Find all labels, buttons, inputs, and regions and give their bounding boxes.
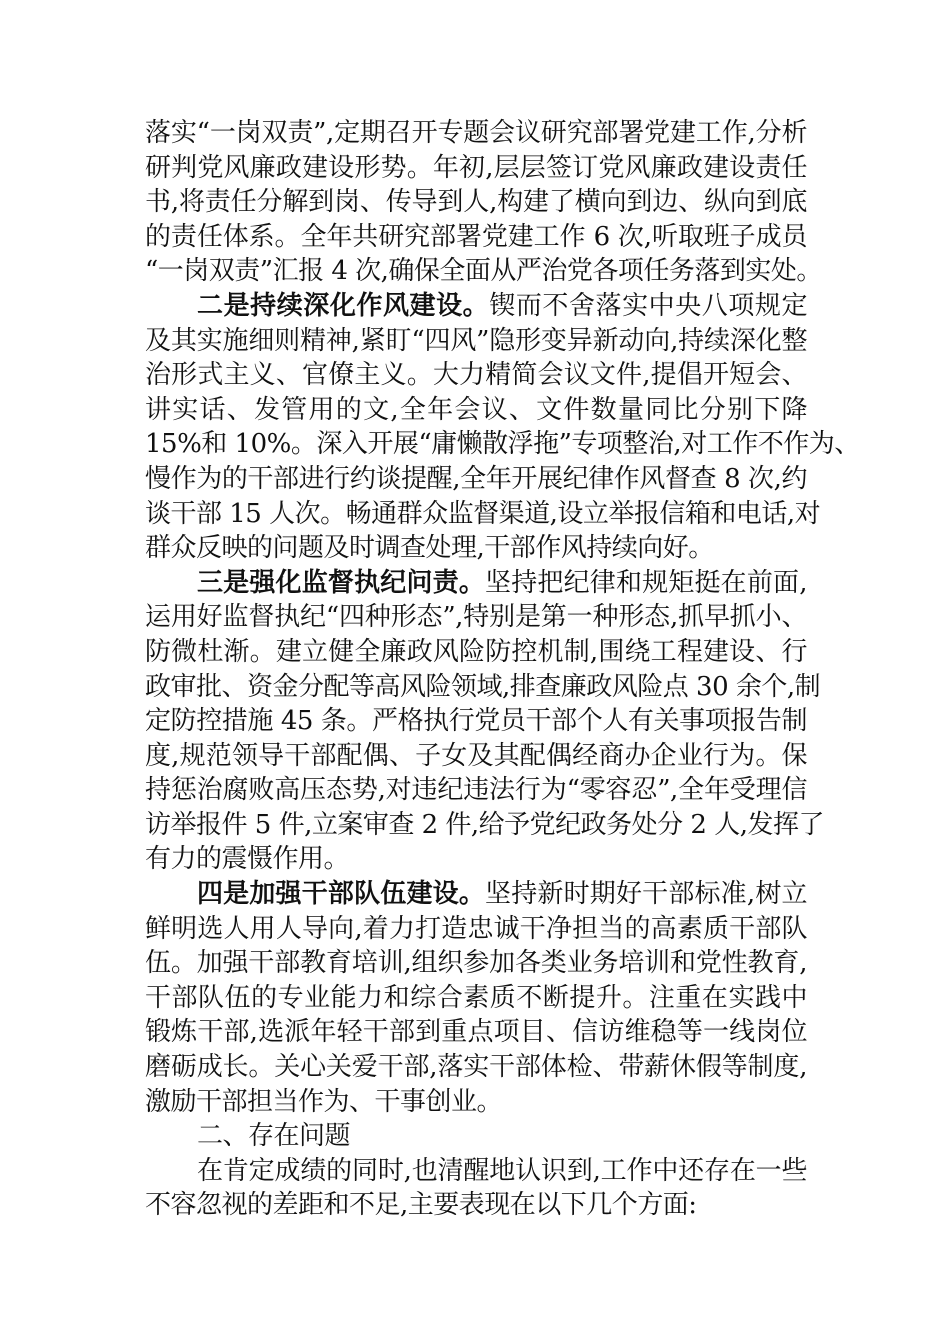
paragraph-supervision: [145, 566, 825, 877]
text-line: [145, 289, 807, 324]
text-line: 群众反映的问题及时调查处理,干部作风持续向好。: [145, 533, 714, 564]
paragraph-text: 锲而不舍落实中央八项规定: [489, 290, 807, 321]
text-line: 及其实施细则精神,紧盯“四风”隐形变异新动向,持续深化整: [145, 325, 807, 356]
text-line: [145, 877, 807, 912]
text-line: 有力的震慑作用。: [145, 844, 350, 875]
section-heading: 二、存在问题: [197, 1121, 351, 1152]
text-line: 运用好监督执纪“四种形态”,特别是第一种形态,抓早抓小、: [145, 602, 807, 633]
text-line: 研判党风廉政建设形势。年初,层层签订党风廉政建设责任: [145, 152, 807, 183]
paragraph-responsibility: [145, 116, 822, 289]
text-line: 的责任体系。全年共研究部署党建工作 6 次,听取班子成员: [145, 221, 807, 252]
text-line: 伍。加强干部教育培训,组织参加各类业务培训和党性教育,: [145, 948, 807, 979]
paragraph-heading: 三是强化监督执纪问责。: [197, 567, 486, 598]
text-line: 鲜明选人用人导向,着力打造忠诚干净担当的高素质干部队: [145, 913, 807, 944]
text-line: 15%和 10%。深入开展“庸懒散浮拖”专项整治,对工作不作为、: [145, 429, 860, 460]
text-line: 定防控措施 45 条。严格执行党员干部个人有关事项报告制: [145, 706, 807, 737]
paragraph-heading: 二是持续深化作风建设。: [197, 290, 490, 321]
paragraph-cadre-team: [145, 877, 807, 1119]
text-line: “一岗双责”汇报 4 次,确保全面从严治党各项任务落到实处。: [145, 256, 822, 287]
text-line: 防微杜渐。建立健全廉政风险防控机制,围绕工程建设、行: [145, 636, 807, 667]
text-line: 干部队伍的专业能力和综合素质不断提升。注重在实践中: [145, 982, 807, 1013]
text-line: 访举报件 5 件,立案审查 2 件,给予党纪政务处分 2 人,发挥了: [145, 809, 825, 840]
text-line: 治形式主义、官僚主义。大力精简会议文件,提倡开短会、: [145, 360, 807, 391]
text-line: 不容忽视的差距和不足,主要表现在以下几个方面:: [145, 1190, 697, 1221]
text-line: 政审批、资金分配等高风险领域,排查廉政风险点 30 余个,制: [145, 671, 821, 702]
text-line: 度,规范领导干部配偶、子女及其配偶经商办企业行为。保: [145, 740, 807, 771]
text-line: [145, 566, 807, 601]
text-line: 激励干部担当作为、干事创业。: [145, 1086, 503, 1117]
text-line: 落实“一岗双责”,定期召开专题会议研究部署党建工作,分析: [145, 118, 807, 148]
text-line: 在肯定成绩的同时,也清醒地认识到,工作中还存在一些: [197, 1155, 807, 1186]
paragraph-problems-intro: [145, 1154, 807, 1223]
text-line: 书,将责任分解到岗、传导到人,构建了横向到边、纵向到底: [145, 187, 807, 218]
text-line: 持惩治腐败高压态势,对违纪违法行为“零容忍”,全年受理信: [145, 775, 807, 806]
paragraph-text: 坚持把纪律和规矩挺在前面,: [485, 567, 807, 598]
paragraph-heading: 四是加强干部队伍建设。: [197, 879, 486, 910]
paragraph-work-style: [145, 289, 860, 566]
document-body: [145, 116, 860, 1223]
text-line: 磨砺成长。关心关爱干部,落实干部体检、带薪休假等制度,: [145, 1052, 807, 1083]
paragraph-text: 坚持新时期好干部标准,树立: [485, 879, 807, 910]
text-line: 锻炼干部,选派年轻干部到重点项目、信访维稳等一线岗位: [145, 1017, 807, 1048]
text-line: 慢作为的干部进行约谈提醒,全年开展纪律作风督查 8 次,约: [145, 463, 807, 494]
text-line: 谈干部 15 人次。畅通群众监督渠道,设立举报信箱和电话,对: [145, 498, 821, 529]
text-line: 讲实话、发管用的文,全年会议、文件数量同比分别下降: [145, 394, 807, 425]
